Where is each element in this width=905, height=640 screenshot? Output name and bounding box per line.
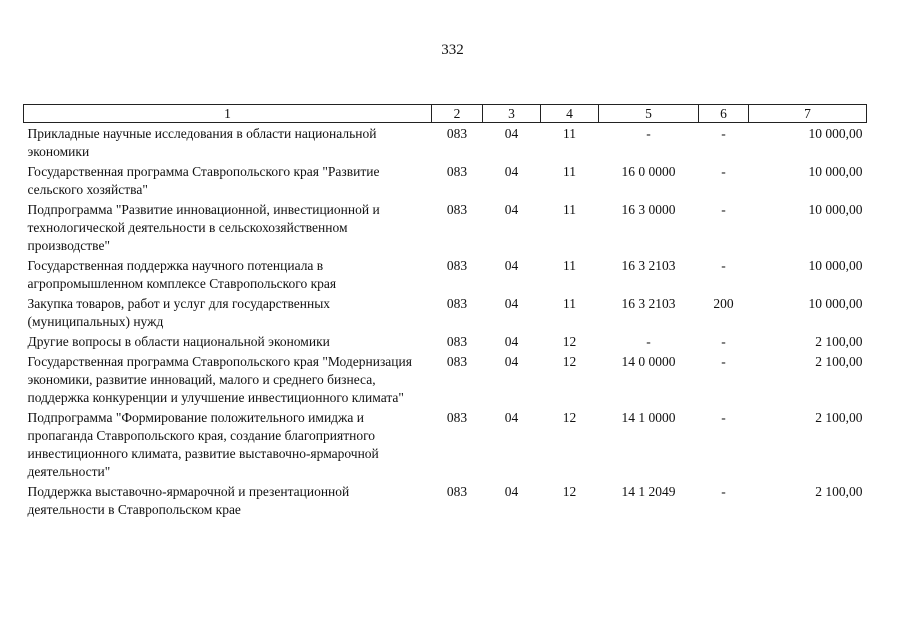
row-name: Подпрограмма "Развитие инновационной, инвестиционной и технологической деятельности в сельскохозяйственном производстве" xyxy=(27,202,380,253)
page-number: 332 xyxy=(441,42,464,58)
row-expense-type: - xyxy=(721,258,726,273)
row-expense-type: 200 xyxy=(713,296,734,311)
row-section-code: 04 xyxy=(504,164,519,179)
row-section-code: 04 xyxy=(504,334,519,349)
table-row xyxy=(24,351,867,407)
row-subsection-code: 12 xyxy=(562,334,577,349)
row-ministry-code: 083 xyxy=(446,354,468,369)
row-expense-type: - xyxy=(721,164,726,179)
column-header-7: 7 xyxy=(749,105,867,123)
row-subsection-code: 11 xyxy=(563,164,576,179)
row-name: Прикладные научные исследования в области национальной экономики xyxy=(27,126,377,159)
column-header-4: 4 xyxy=(541,105,599,123)
row-ministry-code: 083 xyxy=(446,164,468,179)
row-expense-type: - xyxy=(721,354,726,369)
row-subsection-code: 11 xyxy=(563,296,576,311)
row-subsection-code: 12 xyxy=(562,354,577,369)
row-section-code: 04 xyxy=(504,296,519,311)
row-target-code: - xyxy=(646,334,651,349)
row-target-code: 14 1 2049 xyxy=(621,484,676,499)
row-expense-type: - xyxy=(721,410,726,425)
column-header-3: 3 xyxy=(483,105,541,123)
budget-table xyxy=(23,104,867,519)
table-row xyxy=(24,331,867,351)
row-name: Подпрограмма "Формирование положительного имиджа и пропаганда Ставропольского края, создание благоприятного инвестиционного климата, развитие выставочно-ярмарочной деятельности" xyxy=(27,410,379,479)
row-ministry-code: 083 xyxy=(446,126,468,141)
column-header-1: 1 xyxy=(24,105,432,123)
table-row xyxy=(24,293,867,331)
row-expense-type: - xyxy=(721,202,726,217)
table-body xyxy=(24,123,867,520)
row-amount: 2 100,00 xyxy=(815,410,863,425)
row-expense-type: - xyxy=(721,484,726,499)
column-header-2: 2 xyxy=(432,105,483,123)
row-ministry-code: 083 xyxy=(446,258,468,273)
row-target-code: - xyxy=(646,126,651,141)
row-amount: 10 000,00 xyxy=(808,202,863,217)
row-ministry-code: 083 xyxy=(446,334,468,349)
row-amount: 10 000,00 xyxy=(808,258,863,273)
row-name: Другие вопросы в области национальной экономики xyxy=(27,334,330,349)
table-row xyxy=(24,255,867,293)
row-section-code: 04 xyxy=(504,354,519,369)
row-name: Закупка товаров, работ и услуг для государственных (муниципальных) нужд xyxy=(27,296,331,329)
table-row xyxy=(24,481,867,519)
row-amount: 2 100,00 xyxy=(815,484,863,499)
row-name: Государственная программа Ставропольского края "Развитие сельского хозяйства" xyxy=(27,164,380,197)
table-row xyxy=(24,123,867,162)
row-name: Государственная программа Ставропольского края "Модернизация экономики, развитие инноваций, малого и среднего бизнеса, поддержка конкуренции и улучшение инвестиционного климата" xyxy=(27,354,412,405)
row-amount: 10 000,00 xyxy=(808,164,863,179)
row-subsection-code: 12 xyxy=(562,484,577,499)
row-section-code: 04 xyxy=(504,126,519,141)
row-ministry-code: 083 xyxy=(446,484,468,499)
row-section-code: 04 xyxy=(504,258,519,273)
row-target-code: 16 3 2103 xyxy=(621,258,676,273)
row-target-code: 14 0 0000 xyxy=(621,354,676,369)
row-target-code: 16 3 0000 xyxy=(621,202,676,217)
row-subsection-code: 11 xyxy=(563,258,576,273)
row-target-code: 14 1 0000 xyxy=(621,410,676,425)
row-target-code: 16 0 0000 xyxy=(621,164,676,179)
row-section-code: 04 xyxy=(504,484,519,499)
row-expense-type: - xyxy=(721,126,726,141)
row-subsection-code: 12 xyxy=(562,410,577,425)
row-amount: 2 100,00 xyxy=(815,334,863,349)
column-header-5: 5 xyxy=(599,105,699,123)
row-target-code: 16 3 2103 xyxy=(621,296,676,311)
table-row xyxy=(24,199,867,255)
row-section-code: 04 xyxy=(504,410,519,425)
row-amount: 10 000,00 xyxy=(808,126,863,141)
row-amount: 2 100,00 xyxy=(815,354,863,369)
row-section-code: 04 xyxy=(504,202,519,217)
row-subsection-code: 11 xyxy=(563,202,576,217)
table-header xyxy=(24,105,867,123)
row-ministry-code: 083 xyxy=(446,296,468,311)
column-header-6: 6 xyxy=(699,105,749,123)
row-amount: 10 000,00 xyxy=(808,296,863,311)
row-ministry-code: 083 xyxy=(446,410,468,425)
table-row xyxy=(24,407,867,481)
row-subsection-code: 11 xyxy=(563,126,576,141)
row-ministry-code: 083 xyxy=(446,202,468,217)
row-name: Государственная поддержка научного потенциала в агропромышленном комплексе Ставропольского края xyxy=(27,258,337,291)
table-row xyxy=(24,161,867,199)
row-name: Поддержка выставочно-ярмарочной и презентационной деятельности в Ставропольском крае xyxy=(27,484,350,517)
row-expense-type: - xyxy=(721,334,726,349)
